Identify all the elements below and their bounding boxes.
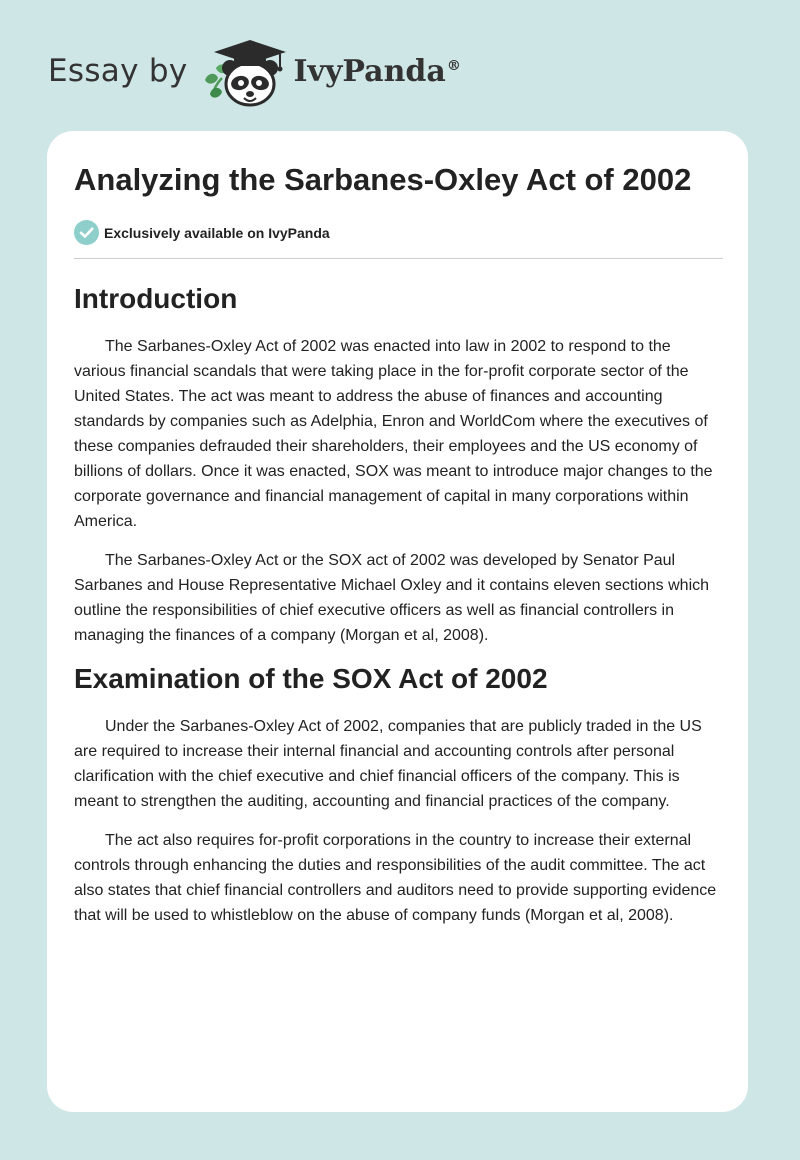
exclusive-badge (74, 220, 722, 245)
section-heading: Examination of the SOX Act of 2002 (74, 663, 548, 694)
section-heading: Introduction (74, 283, 238, 314)
title-divider (74, 258, 723, 259)
section-body (74, 334, 722, 648)
brand-name: IvyPanda® (293, 53, 461, 89)
brand-prefix: Essay by (48, 53, 188, 89)
brand-header (48, 34, 461, 108)
registered-mark: ® (446, 57, 461, 74)
check-circle-icon (74, 220, 99, 245)
section-body (74, 714, 722, 928)
section-introduction (74, 282, 722, 648)
article-card (47, 131, 748, 1112)
panda-logo-icon[interactable] (198, 34, 290, 108)
paragraph: Under the Sarbanes-Oxley Act of 2002, companies that are publicly traded in the US are required to increase their internal financial and accounting controls after personal clarification with the chief executive and chief financial officers of the company. This is meant to strengthen the auditing, accounting and financial practices of the company. (74, 718, 702, 810)
section-examination (74, 662, 722, 928)
article-title: Analyzing the Sarbanes-Oxley Act of 2002 (74, 162, 692, 197)
paragraph: The act also requires for-profit corporations in the country to increase their external controls through enhancing the duties and responsibilities of the audit committee. The act also states that chief financial controllers and auditors need to provide supporting evidence that will be used to whistleblow on the abuse of company funds (Morgan et al, 2008). (74, 832, 717, 924)
badge-text: Exclusively available on IvyPanda (104, 224, 330, 241)
paragraph: The Sarbanes-Oxley Act of 2002 was enacted into law in 2002 to respond to the various financial scandals that were taking place in the for-profit corporate sector of the United States. The act was meant to address the abuse of finances and accounting standards by companies such as Adelphia, Enron and WorldCom where the executives of these companies defrauded their shareholders, their employees and the US economy of billions of dollars. Once it was enacted, SOX was meant to introduce major changes to the corporate governance and financial management of capital in many corporations within America. (74, 338, 713, 530)
paragraph: The Sarbanes-Oxley Act or the SOX act of 2002 was developed by Senator Paul Sarbanes and House Representative Michael Oxley and it contains eleven sections which outline the responsibilities of chief executive officers as well as financial controllers in managing the finances of a company (Morgan et al, 2008). (74, 552, 710, 644)
